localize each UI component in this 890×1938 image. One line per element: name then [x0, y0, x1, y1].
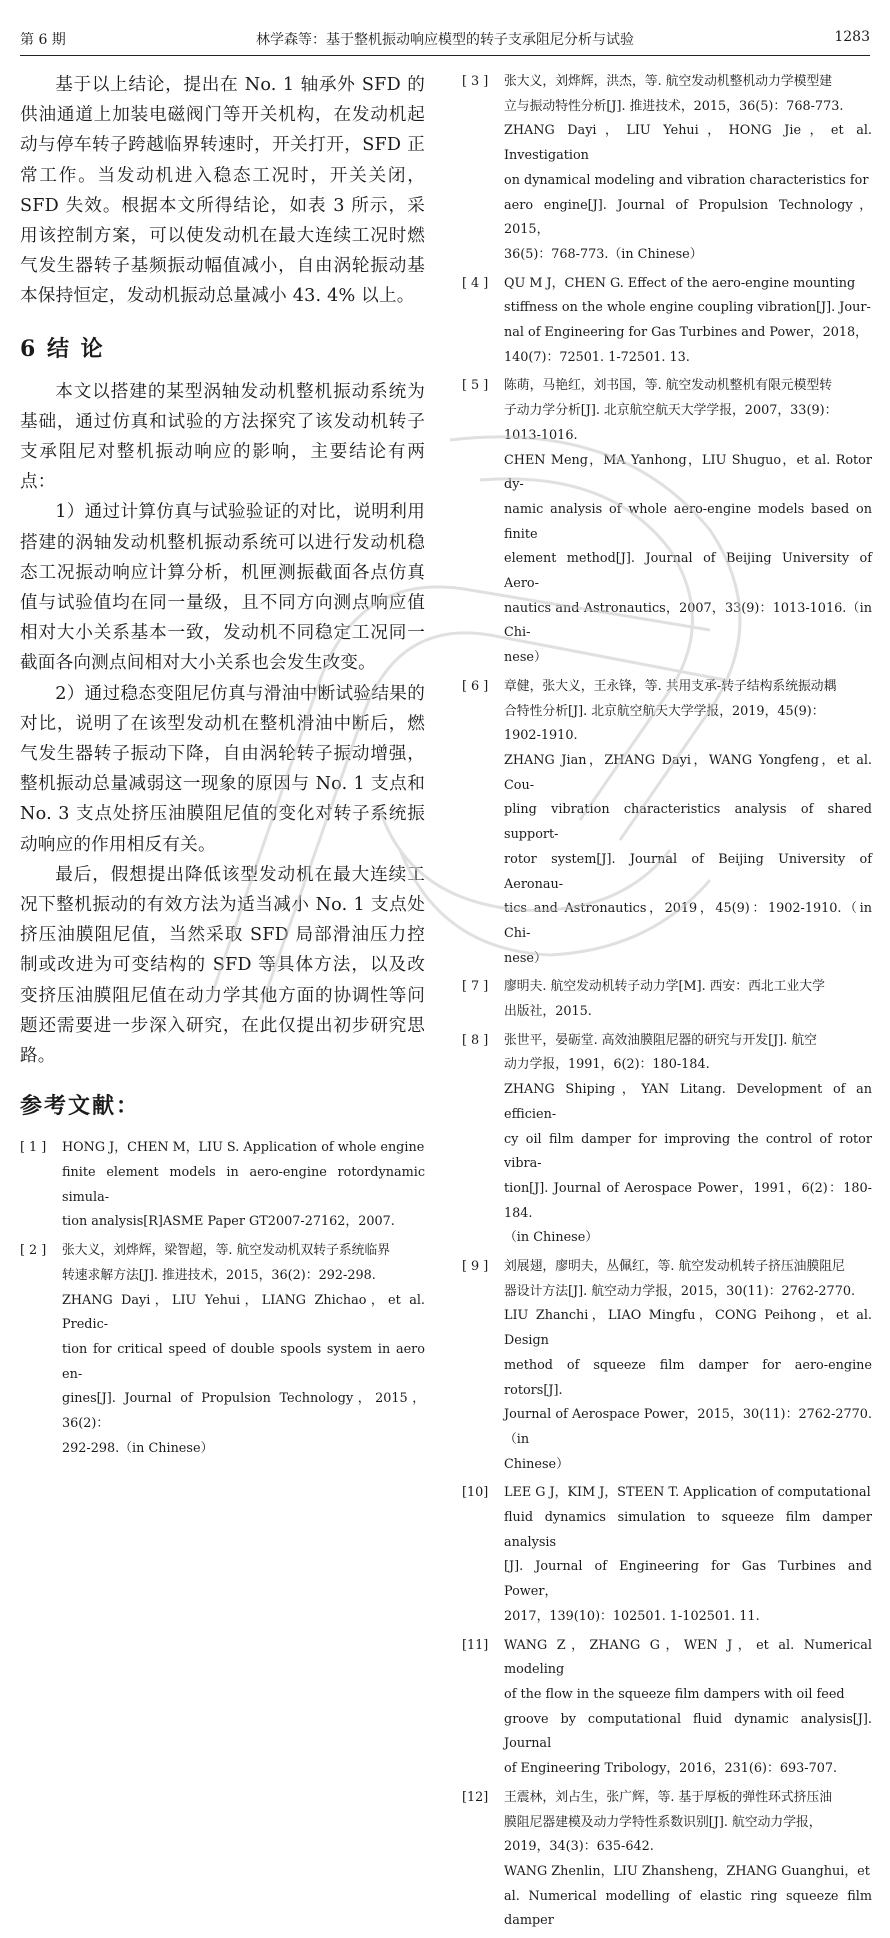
reference-line: stiffness on the whole engine coupling vibration[J]. Jour- — [504, 300, 871, 316]
reference-line: ZHANG Jian，ZHANG Dayi，WANG Yongfeng，et al. Cou- — [504, 752, 872, 793]
reference-number: [ 7 ] — [462, 979, 489, 995]
reference-line: groove by computational fluid dynamic analysis[J]. Journal — [504, 1711, 872, 1752]
reference-line: 动力学报，1991，6(2)：180-184. — [504, 1057, 710, 1073]
reference-line: CHEN Meng，MA Yanhong，LIU Shuguo，et al. Rotor dy- — [504, 452, 872, 493]
reference-line: Journal of Aerospace Power，2015，30(11)：2762-2770.（in — [504, 1407, 872, 1447]
running-header — [20, 27, 870, 56]
reference-line: [J]. Journal of Engineering for Gas Turbines and Power， — [504, 1559, 872, 1600]
reference-line: 2017，139(10)：102501. 1-102501. 11. — [504, 1608, 760, 1624]
conclusion-intro-paragraph: 本文以搭建的某型涡轴发动机整机振动系统为基础，通过仿真和试验的方法探究了该发动机转子支承阻尼对整机振动响应的影响，主要结论有两点： — [20, 381, 425, 493]
reference-line: nal of Engineering for Gas Turbines and Power，2018， — [504, 325, 868, 341]
reference-line: fluid dynamics simulation to squeeze film damper analysis — [504, 1510, 872, 1550]
left-column — [20, 70, 425, 1465]
reference-line: 子动力学分析[J]. 北京航空航天大学学报，2007，33(9)： — [504, 403, 838, 419]
reference-item — [462, 1481, 872, 1629]
reference-line: 合特性分析[J]. 北京航空航天大学学报，2019，45(9)： — [504, 703, 825, 719]
reference-number: [11] — [462, 1637, 489, 1653]
reference-number: [ 9 ] — [462, 1259, 489, 1275]
reference-line: element method[J]. Journal of Beijing University of Aero- — [504, 551, 872, 592]
reference-line: 出版社，2015. — [504, 1004, 592, 1020]
reference-line: nautics and Astronautics，2007，33(9)：1013-1016.（in Chi- — [504, 600, 872, 641]
reference-line: finite element models in aero-engine rotordynamic simula- — [62, 1165, 425, 1205]
reference-line: WANG Zhenlin，LIU Zhansheng，ZHANG Guanghui，et — [504, 1863, 870, 1879]
reference-line: 转速求解方法[J]. 推进技术，2015，36(2)：292-298. — [62, 1267, 376, 1283]
conclusion-point-1: 1）通过计算仿真与试验验证的对比，说明利用搭建的涡轴发动机整机振动系统可以进行发动机稳态工况振动响应计算分析，机匣测振截面各点仿真值与试验值均在同一量级，且不同方向测点响应值相对大小关系基本一致，发动机不同稳定工况同一截面各向测点间相对大小关系也会发生改变。 — [20, 502, 425, 674]
reference-item — [462, 1029, 872, 1251]
reference-line: nese） — [504, 950, 547, 966]
reference-item — [20, 1239, 425, 1461]
reference-line: 张大义，刘烨辉，梁智超，等. 航空发动机双转子系统临界 — [62, 1243, 391, 1259]
reference-line: 王震林，刘占生，张广辉，等. 基于厚板的弹性环式挤压油 — [504, 1789, 833, 1805]
reference-line: 292-298.（in Chinese） — [62, 1440, 214, 1456]
reference-line: 2019，34(3)：635-642. — [504, 1839, 654, 1855]
reference-item — [462, 272, 872, 371]
issue-number: 第 6 期 — [20, 32, 66, 48]
reference-line: 章健，张大义，王永锋，等. 共用支承-转子结构系统振动耦 — [504, 678, 837, 694]
reference-line: 立与振动特性分析[J]. 推进技术，2015，36(5)：768-773. — [504, 98, 844, 114]
reference-line: cy oil film damper for improving the control of rotor vibra- — [504, 1131, 872, 1172]
right-column — [462, 70, 872, 1938]
reference-line: tion for critical speed of double spools system in aero en- — [62, 1341, 425, 1382]
reference-line: rotor system[J]. Journal of Beijing University of Aeronau- — [504, 851, 872, 892]
reference-item — [462, 1255, 872, 1477]
reference-line: al. Numerical modelling of elastic ring squeeze film damper — [504, 1888, 872, 1929]
reference-line: LIU Zhanchi，LIAO Mingfu，CONG Peihong，et al. Design — [504, 1308, 872, 1349]
reference-line: on dynamical modeling and vibration characteristics for — [504, 172, 869, 188]
reference-line: tion[J]. Journal of Aerospace Power，1991，6(2)：180-184. — [504, 1180, 872, 1221]
reference-line: HONG J，CHEN M，LIU S. Application of whole engine — [62, 1140, 425, 1156]
reference-number: [ 2 ] — [20, 1243, 47, 1259]
reference-item — [462, 374, 872, 670]
reference-item — [462, 675, 872, 971]
reference-number: [ 8 ] — [462, 1032, 489, 1048]
reference-item — [462, 975, 872, 1024]
reference-number: [ 5 ] — [462, 378, 489, 394]
reference-item — [20, 1136, 425, 1235]
reference-line: gines[J]. Journal of Propulsion Technology，2015，36(2)： — [62, 1391, 425, 1432]
reference-number: [ 3 ] — [462, 74, 489, 89]
references-title: 参考文献： — [20, 1093, 141, 1120]
reference-line: 器设计方法[J]. 航空动力学报，2015，30(11)：2762-2770. — [504, 1283, 856, 1299]
page-number: 1283 — [834, 29, 870, 45]
reference-line: 刘展翅，廖明夫，丛佩红，等. 航空发动机转子挤压油膜阻尼 — [504, 1259, 845, 1275]
reference-line: tion analysis[R]ASME Paper GT2007-27162，2007. — [62, 1214, 395, 1230]
reference-line: WANG Z，ZHANG G，WEN J，et al. Numerical modeling — [504, 1637, 872, 1678]
reference-line: of the flow in the squeeze film dampers with oil feed — [504, 1687, 845, 1702]
reference-item — [462, 70, 872, 268]
reference-line: 36(5)：768-773.（in Chinese） — [504, 246, 703, 262]
reference-line: nese） — [504, 650, 547, 666]
reference-line: method of squeeze film damper for aero-engine rotors[J]. — [504, 1357, 872, 1398]
reference-line: namic analysis of whole aero-engine models based on finite — [504, 501, 872, 542]
conclusion-point-2: 2）通过稳态变阻尼仿真与滑油中断试验结果的对比，说明了在该型发动机在整机滑油中断后，燃气发生器转子振动下降，自由涡轮转子振动增强，整机振动总量减弱这一现象的原因与 No. 1 支点和 No. 3 支点处挤压油膜阻尼值的变化对转子系统振动响应的作用相反有关。 — [20, 683, 425, 855]
reference-line: （in Chinese） — [504, 1230, 599, 1246]
reference-line: 1013-1016. — [504, 427, 578, 443]
reference-list-right — [462, 70, 872, 1934]
reference-line: ZHANG Dayi，LIU Yehui，HONG Jie，et al. Investigation — [504, 123, 872, 164]
reference-line: tics and Astronautics，2019，45(9)：1902-1910.（in Chi- — [504, 901, 872, 941]
reference-number: [ 6 ] — [462, 678, 489, 694]
reference-line: 140(7)：72501. 1-72501. 13. — [504, 349, 690, 365]
reference-number: [10] — [462, 1485, 489, 1501]
reference-item — [462, 1634, 872, 1782]
final-paragraph: 最后，假想提出降低该型发动机在最大连续工况下整机振动的有效方法为适当减小 No. 1 支点处挤压油膜阻尼值，当然采取 SFD 局部滑油压力控制或改进为可变结构的 SFD 等具体方法，以及改变挤压油膜阻尼值在动力学其他方面的协调性等问题还需要进一步深入研究，在此仅提出初步研究思路。 — [20, 864, 425, 1067]
reference-line: ZHANG Dayi，LIU Yehui，LIANG Zhichao，et al. Predic- — [62, 1292, 425, 1333]
reference-line: pling vibration characteristics analysis of shared support- — [504, 802, 872, 843]
reference-line: 张世平，晏砺堂. 高效油膜阻尼器的研究与开发[J]. 航空 — [504, 1032, 817, 1048]
reference-line: ZHANG Shiping，YAN Litang. Development of an efficien- — [504, 1082, 872, 1122]
reference-list-left — [20, 1136, 425, 1461]
reference-line: of Engineering Tribology，2016，231(6)：693-707. — [504, 1761, 838, 1777]
section-title: 6 结 论 — [20, 335, 105, 362]
intro-paragraph: 基于以上结论，提出在 No. 1 轴承外 SFD 的供油通道上加装电磁阀门等开关机构，在发动机起动与停车转子跨越临界转速时，开关打开，SFD 正常工作。当发动机进入稳态工况时，开关关闭，SFD 失效。根据本文所得结论，如表 3 所示，采用该控制方案，可以使发动机在最大连续工况时燃气发生器转子基频振动幅值减小，自由涡轮振动基本保持恒定，发动机振动总量减小 43. 4% 以上。 — [20, 75, 425, 307]
reference-line: aero engine[J]. Journal of Propulsion Technology，2015， — [504, 197, 872, 238]
reference-line: Chinese） — [504, 1456, 569, 1472]
reference-number: [12] — [462, 1789, 489, 1805]
reference-line: 廖明夫. 航空发动机转子动力学[M]. 西安：西北工业大学 — [504, 979, 825, 995]
reference-line: 张大义，刘烨辉，洪杰，等. 航空发动机整机动力学模型建 — [504, 74, 833, 89]
reference-item — [462, 1786, 872, 1934]
running-title: 林学森等：基于整机振动响应模型的转子支承阻尼分析与试验 — [256, 32, 634, 48]
reference-number: [ 1 ] — [20, 1140, 47, 1156]
reference-line: 膜阻尼器建模及动力学特性系数识别[J]. 航空动力学报， — [504, 1814, 822, 1830]
reference-line: 1902-1910. — [504, 728, 578, 744]
reference-line: 陈萌，马艳红，刘书国，等. 航空发动机整机有限元模型转 — [504, 378, 833, 394]
reference-line: QU M J，CHEN G. Effect of the aero-engine mounting — [504, 275, 856, 291]
reference-line: LEE G J，KIM J，STEEN T. Application of computational — [504, 1485, 871, 1501]
reference-number: [ 4 ] — [462, 275, 489, 291]
